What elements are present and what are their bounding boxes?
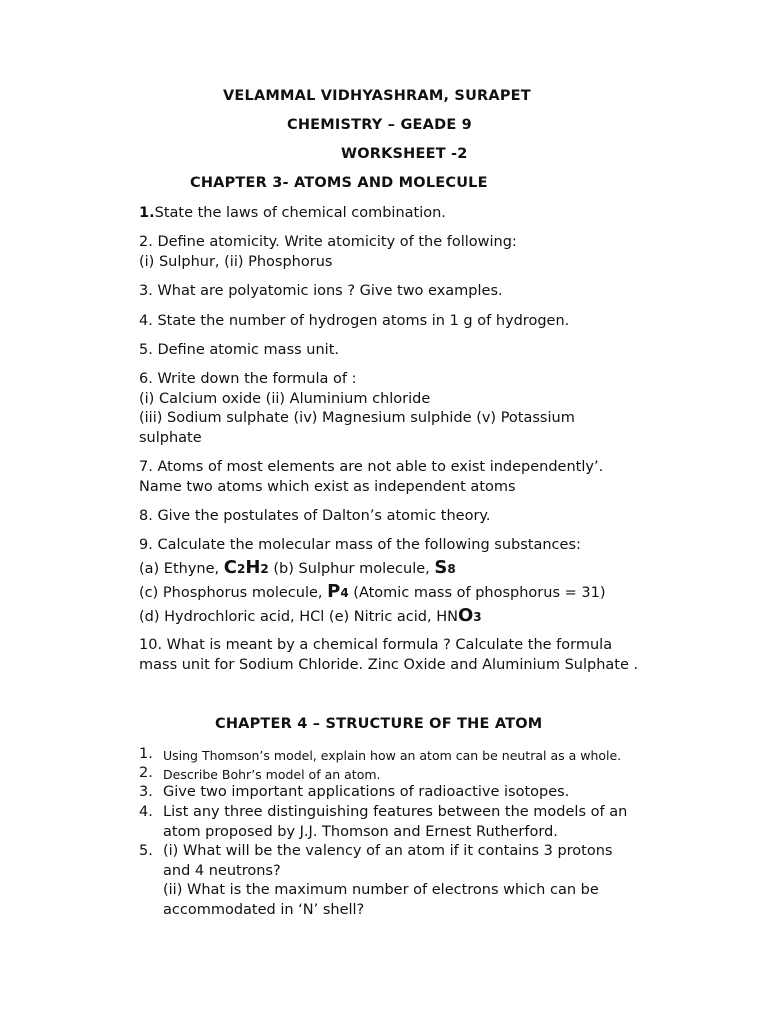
item-1-number: 1. <box>139 746 153 762</box>
item-4-line-2: atom proposed by J.J. Thomson and Ernest Rutherford. <box>163 823 558 840</box>
question-10 <box>139 636 699 675</box>
q9-a-carbon-subscript: 2 <box>236 561 246 576</box>
item-5-line-2: and 4 neutrons? <box>163 862 281 879</box>
question-4: 4. State the number of hydrogen atoms in 1 g of hydrogen. <box>139 313 570 329</box>
q9-c-phosphorus: P <box>327 580 341 602</box>
item-4-line-1: List any three distinguishing features between the models of an <box>163 804 628 820</box>
q9-b-sulphur-subscript: 8 <box>447 561 456 576</box>
question-6 <box>139 370 699 448</box>
question-5: 5. Define atomic mass unit. <box>139 342 339 358</box>
chapter-3-title: CHAPTER 3- ATOMS AND MOLECULE <box>190 175 488 191</box>
worksheet-title: WORKSHEET -2 <box>341 146 468 162</box>
school-name: VELAMMAL VIDHYASHRAM, SURAPET <box>223 88 531 104</box>
question-9-part-a-b <box>139 556 699 580</box>
q9-e-oxygen: O <box>457 604 474 626</box>
question-9 <box>139 536 699 628</box>
question-1-text: State the laws of chemical combination. <box>154 205 446 221</box>
item-3-text: Give two important applications of radioactive isotopes. <box>163 784 570 800</box>
question-10-line-2: mass unit for Sodium Chloride. Zinc Oxide and Aluminium Sulphate . <box>139 656 639 673</box>
item-5-line-3: (ii) What is the maximum number of electrons which can be <box>163 882 599 898</box>
q9-a-carbon: C <box>223 556 237 578</box>
question-6-line-4: sulphate <box>139 429 202 446</box>
question-1-number: 1. <box>139 205 155 221</box>
item-5-number: 5. <box>139 843 153 859</box>
q9-b-prefix: (b) Sulphur molecule, <box>268 560 435 577</box>
q9-c-prefix: (c) Phosphorus molecule, <box>139 584 328 601</box>
q9-d-prefix: (d) Hydrochloric acid, HCl (e) Nitric acid, HN <box>139 608 458 625</box>
item-5-line-1: (i) What will be the valency of an atom if it contains 3 protons <box>163 843 613 859</box>
question-7-line-1: 7. Atoms of most elements are not able to exist independently’. <box>139 459 604 475</box>
q9-a-hydrogen: H <box>245 556 261 578</box>
question-3: 3. What are polyatomic ions ? Give two examples. <box>139 283 503 299</box>
question-10-line-1: 10. What is meant by a chemical formula ? Calculate the formula <box>139 637 613 653</box>
chapter-4-title: CHAPTER 4 – STRUCTURE OF THE ATOM <box>215 716 543 732</box>
question-6-line-1: 6. Write down the formula of : <box>139 371 357 387</box>
question-9-line-1: 9. Calculate the molecular mass of the following substances: <box>139 537 581 553</box>
q9-a-prefix: (a) Ethyne, <box>139 560 224 577</box>
question-6-line-3: (iii) Sodium sulphate (iv) Magnesium sulphide (v) Potassium <box>139 410 575 426</box>
item-4-number: 4. <box>139 804 153 820</box>
q9-c-phosphorus-subscript: 4 <box>340 585 349 600</box>
q9-a-hydrogen-subscript: 2 <box>260 561 269 576</box>
question-2-line-1: 2. Define atomicity. Write atomicity of the following: <box>139 234 517 250</box>
question-2 <box>139 233 699 272</box>
question-2-line-2: (i) Sulphur, (ii) Phosphorus <box>139 253 333 270</box>
q9-b-sulphur: S <box>434 556 448 578</box>
question-9-part-d-e <box>139 604 699 628</box>
question-6-line-2: (i) Calcium oxide (ii) Aluminium chloride <box>139 390 431 407</box>
item-1-text: Using Thomson’s model, explain how an atom can be neutral as a whole. <box>163 748 622 763</box>
item-2-text: Describe Bohr’s model of an atom. <box>163 767 381 782</box>
question-1 <box>139 204 699 224</box>
item-5-line-4: accommodated in ‘N’ shell? <box>163 901 365 918</box>
question-7-line-2: Name two atoms which exist as independent atoms <box>139 478 516 495</box>
question-8: 8. Give the postulates of Dalton’s atomic theory. <box>139 508 491 524</box>
question-7 <box>139 458 699 497</box>
item-2-number: 2. <box>139 765 153 781</box>
q9-e-oxygen-subscript: 3 <box>473 609 482 624</box>
subject-title: CHEMISTRY – GEADE 9 <box>287 117 472 133</box>
item-3-number: 3. <box>139 784 153 800</box>
question-9-part-c <box>139 580 699 604</box>
q9-c-suffix: (Atomic mass of phosphorus = 31) <box>348 584 606 601</box>
